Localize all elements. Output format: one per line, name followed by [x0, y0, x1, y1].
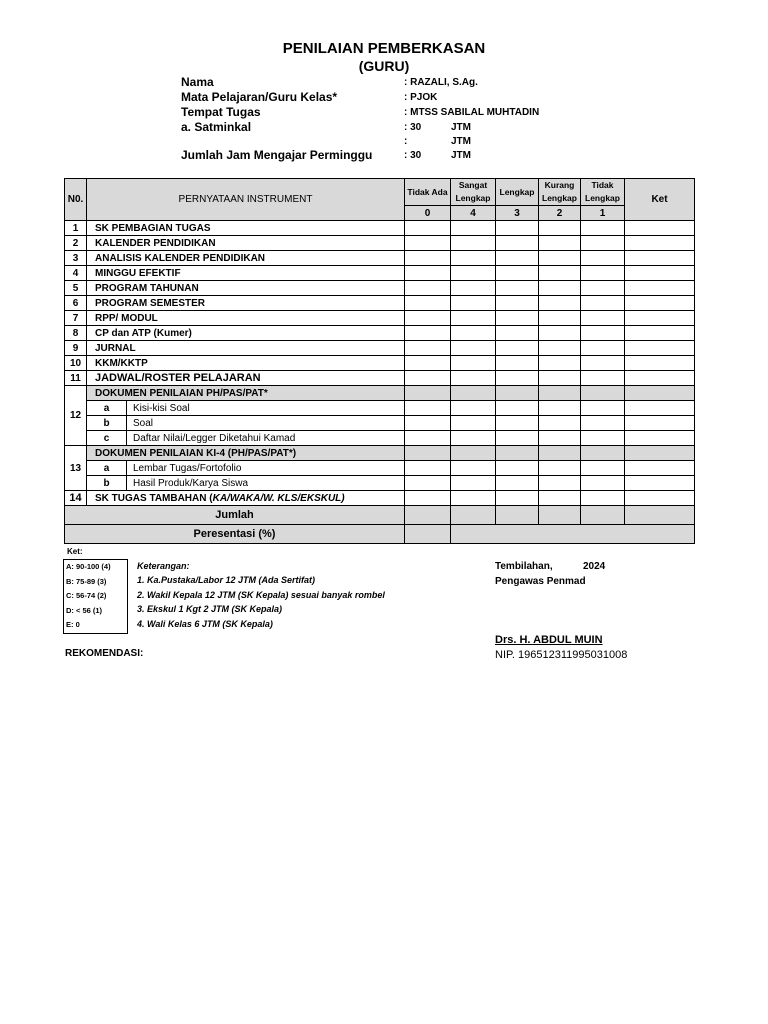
- signature-name: Drs. H. ABDUL MUIN: [495, 634, 603, 646]
- score-cell[interactable]: [539, 326, 581, 341]
- row-label: Daftar Nilai/Legger Diketahui Kamad: [127, 431, 405, 446]
- score-cell[interactable]: [405, 236, 451, 251]
- row-label: RPP/ MODUL: [87, 311, 405, 326]
- keterangan-item: 1. Ka.Pustaka/Labor 12 JTM (Ada Sertifat): [137, 575, 316, 585]
- score-cell[interactable]: [581, 416, 625, 431]
- table-row: [65, 356, 695, 371]
- ket-cell[interactable]: [625, 296, 695, 311]
- info-value-blank: :: [404, 136, 408, 147]
- score-sangat-lengkap: 4: [451, 206, 496, 221]
- table-row: [65, 431, 695, 446]
- score-cell[interactable]: [451, 476, 496, 491]
- score-cell[interactable]: [496, 296, 539, 311]
- score-cell[interactable]: [496, 431, 539, 446]
- row-number: 6: [65, 296, 87, 311]
- sub-letter: a: [87, 401, 127, 416]
- jumlah-cell[interactable]: [539, 506, 581, 525]
- rekomendasi-label: REKOMENDASI:: [65, 648, 144, 659]
- score-cell[interactable]: [539, 431, 581, 446]
- signature-role: Pengawas Penmad: [495, 576, 586, 587]
- score-cell[interactable]: [496, 341, 539, 356]
- table-row: [65, 476, 695, 491]
- score-cell[interactable]: [539, 311, 581, 326]
- row-label: KKM/KKTP: [87, 356, 405, 371]
- score-cell[interactable]: [581, 491, 625, 506]
- score-cell[interactable]: [405, 371, 451, 386]
- table-row: [65, 341, 695, 356]
- row-label-italic: KA/WAKA/W. KLS/EKSKUL): [212, 492, 345, 504]
- sub-letter: c: [87, 431, 127, 446]
- score-lengkap: 3: [496, 206, 539, 221]
- score-cell[interactable]: [405, 281, 451, 296]
- row-label: Hasil Produk/Karya Siswa: [127, 476, 405, 491]
- row-number: 5: [65, 281, 87, 296]
- grade-a: A: 90-100 (4): [66, 562, 111, 571]
- score-cell[interactable]: [405, 251, 451, 266]
- table-row: [65, 311, 695, 326]
- score-cell[interactable]: [539, 236, 581, 251]
- score-cell[interactable]: [451, 311, 496, 326]
- table-row: [65, 326, 695, 341]
- ket-cell[interactable]: [625, 341, 695, 356]
- info-unit-jam: JTM: [451, 150, 471, 161]
- score-cell[interactable]: [451, 221, 496, 236]
- score-cell[interactable]: [539, 356, 581, 371]
- score-cell[interactable]: [539, 476, 581, 491]
- signature-nip: NIP. 196512311995031008: [495, 649, 628, 661]
- info-value-nama: : RAZALI, S.Ag.: [404, 77, 478, 88]
- signature-year: 2024: [583, 561, 606, 572]
- score-cell[interactable]: [496, 266, 539, 281]
- score-cell[interactable]: [539, 221, 581, 236]
- score-cell[interactable]: [539, 416, 581, 431]
- score-cell[interactable]: [451, 371, 496, 386]
- score-cell[interactable]: [451, 326, 496, 341]
- score-cell[interactable]: [405, 266, 451, 281]
- jumlah-cell[interactable]: [496, 506, 539, 525]
- table-row-group-13: [65, 446, 695, 461]
- grade-b: B: 75-89 (3): [66, 577, 107, 586]
- row-label: CP dan ATP (Kumer): [87, 326, 405, 341]
- row-number: 2: [65, 236, 87, 251]
- keterangan-item: 3. Ekskul 1 Kgt 2 JTM (SK Kepala): [137, 604, 283, 614]
- table-row: [65, 266, 695, 281]
- score-kurang-lengkap: 2: [539, 206, 581, 221]
- row-number: 10: [65, 356, 87, 371]
- score-cell[interactable]: [405, 416, 451, 431]
- grade-legend: [63, 559, 128, 634]
- row-number: 9: [65, 341, 87, 356]
- col-header-kurang-lengkap: Kurang Lengkap: [539, 179, 581, 206]
- page-title: PENILAIAN PEMBERKASAN: [282, 40, 486, 57]
- row-number: 14: [65, 491, 87, 506]
- score-cell[interactable]: [581, 401, 625, 416]
- row-label: PROGRAM SEMESTER: [87, 296, 405, 311]
- score-cell[interactable]: [451, 296, 496, 311]
- score-cell[interactable]: [539, 266, 581, 281]
- group-title: DOKUMEN PENILAIAN PH/PAS/PAT*: [87, 386, 405, 401]
- table-row: [65, 491, 695, 506]
- score-cell[interactable]: [496, 371, 539, 386]
- persentasi-row: [65, 525, 695, 544]
- row-label: [87, 491, 405, 506]
- row-label: PROGRAM TAHUNAN: [87, 281, 405, 296]
- table-row: [65, 416, 695, 431]
- score-cell[interactable]: [451, 416, 496, 431]
- score-cell[interactable]: [581, 431, 625, 446]
- assessment-table: [64, 178, 695, 544]
- col-header-ket: Ket: [625, 179, 695, 221]
- score-cell[interactable]: [451, 251, 496, 266]
- col-header-no: N0.: [65, 179, 87, 221]
- row-label: Lembar Tugas/Fortofolio: [127, 461, 405, 476]
- score-cell[interactable]: [539, 371, 581, 386]
- persentasi-cell-wide[interactable]: [451, 525, 695, 544]
- score-cell[interactable]: [581, 371, 625, 386]
- info-unit-satminkal: JTM: [451, 122, 471, 133]
- ket-cell[interactable]: [625, 461, 695, 476]
- ket-cell[interactable]: [625, 266, 695, 281]
- grade-c: C: 56-74 (2): [66, 591, 107, 600]
- score-cell[interactable]: [405, 431, 451, 446]
- ket-cell[interactable]: [625, 431, 695, 446]
- row-label-main: SK TUGAS TAMBAHAN (: [95, 492, 213, 504]
- row-label: MINGGU EFEKTIF: [87, 266, 405, 281]
- score-cell[interactable]: [451, 491, 496, 506]
- keterangan-item: 4. Wali Kelas 6 JTM (SK Kepala): [137, 619, 273, 629]
- info-label-jam: Jumlah Jam Mengajar Perminggu: [181, 148, 373, 162]
- table-row: [65, 371, 695, 386]
- row-number: 12: [65, 386, 87, 446]
- row-label: SK PEMBAGIAN TUGAS: [87, 221, 405, 236]
- jumlah-cell[interactable]: [581, 506, 625, 525]
- ket-cell[interactable]: [625, 311, 695, 326]
- info-value-satminkal: : 30: [404, 122, 422, 133]
- col-header-lengkap: Lengkap: [496, 179, 539, 206]
- table-row: [65, 281, 695, 296]
- col-header-instrument: PERNYATAAN INSTRUMENT: [87, 179, 405, 221]
- table-row: [65, 236, 695, 251]
- row-label: JURNAL: [87, 341, 405, 356]
- score-cell[interactable]: [451, 281, 496, 296]
- score-cell[interactable]: [451, 431, 496, 446]
- score-cell[interactable]: [581, 296, 625, 311]
- score-cell[interactable]: [496, 356, 539, 371]
- ket-cell[interactable]: [625, 491, 695, 506]
- row-label: KALENDER PENDIDIKAN: [87, 236, 405, 251]
- score-cell[interactable]: [405, 311, 451, 326]
- row-label: Soal: [127, 416, 405, 431]
- jumlah-label: Jumlah: [65, 506, 405, 525]
- score-cell[interactable]: [405, 461, 451, 476]
- row-number: 7: [65, 311, 87, 326]
- row-label: ANALISIS KALENDER PENDIDIKAN: [87, 251, 405, 266]
- score-cell[interactable]: [581, 341, 625, 356]
- sub-letter: b: [87, 476, 127, 491]
- score-cell[interactable]: [496, 236, 539, 251]
- score-cell[interactable]: [451, 401, 496, 416]
- table-row: [65, 221, 695, 236]
- table-row: [65, 251, 695, 266]
- ket-cell[interactable]: [625, 326, 695, 341]
- score-cell[interactable]: [581, 311, 625, 326]
- col-header-sangat-lengkap: Sangat Lengkap: [451, 179, 496, 206]
- score-cell[interactable]: [539, 281, 581, 296]
- score-cell[interactable]: [496, 461, 539, 476]
- score-cell[interactable]: [496, 326, 539, 341]
- grade-d: D: < 56 (1): [66, 606, 103, 615]
- score-cell[interactable]: [496, 401, 539, 416]
- score-cell[interactable]: [496, 311, 539, 326]
- info-value-mapel: : PJOK: [404, 92, 438, 103]
- jumlah-row: [65, 506, 695, 525]
- table-row: [65, 296, 695, 311]
- score-cell[interactable]: [405, 221, 451, 236]
- score-cell[interactable]: [405, 491, 451, 506]
- keterangan-item: 2. Wakil Kepala 12 JTM (SK Kepala) sesuai banyak rombel: [137, 590, 385, 600]
- row-label: JADWAL/ROSTER PELAJARAN: [87, 371, 405, 386]
- score-cell[interactable]: [539, 341, 581, 356]
- score-cell[interactable]: [581, 221, 625, 236]
- score-cell[interactable]: [451, 266, 496, 281]
- signature-place: Tembilahan,: [495, 561, 553, 572]
- sub-letter: b: [87, 416, 127, 431]
- row-number: 8: [65, 326, 87, 341]
- table-row: [65, 401, 695, 416]
- info-value-jam: : 30: [404, 150, 422, 161]
- ket-cell[interactable]: [625, 251, 695, 266]
- score-cell[interactable]: [451, 341, 496, 356]
- score-cell[interactable]: [405, 326, 451, 341]
- score-cell[interactable]: [539, 296, 581, 311]
- score-cell[interactable]: [539, 251, 581, 266]
- score-cell[interactable]: [405, 341, 451, 356]
- score-cell[interactable]: [405, 296, 451, 311]
- row-number: 11: [65, 371, 87, 386]
- info-label-tempat: Tempat Tugas: [181, 105, 261, 119]
- row-number: 3: [65, 251, 87, 266]
- row-number: 4: [65, 266, 87, 281]
- score-cell[interactable]: [451, 236, 496, 251]
- row-number: 13: [65, 446, 87, 491]
- ket-cell[interactable]: [625, 371, 695, 386]
- score-cell[interactable]: [581, 326, 625, 341]
- score-cell[interactable]: [496, 221, 539, 236]
- info-value-tempat: : MTSS SABILAL MUHTADIN: [404, 107, 540, 118]
- info-label-nama: Nama: [181, 75, 214, 89]
- score-cell[interactable]: [496, 281, 539, 296]
- info-unit-blank: JTM: [451, 136, 471, 147]
- score-cell[interactable]: [581, 281, 625, 296]
- score-cell[interactable]: [581, 476, 625, 491]
- persentasi-label: Peresentasi (%): [65, 525, 405, 544]
- score-tidak-lengkap: 1: [581, 206, 625, 221]
- keterangan-title: Keterangan:: [137, 561, 190, 571]
- row-number: 1: [65, 221, 87, 236]
- table-row: [65, 461, 695, 476]
- col-header-tidak-lengkap: Tidak Lengkap: [581, 179, 625, 206]
- col-header-tidak-ada: Tidak Ada: [405, 179, 451, 206]
- ket-cell[interactable]: [625, 476, 695, 491]
- score-cell[interactable]: [581, 266, 625, 281]
- ket-title: Ket:: [67, 547, 83, 556]
- grade-e: E: 0: [66, 620, 80, 629]
- sub-letter: a: [87, 461, 127, 476]
- score-cell[interactable]: [539, 401, 581, 416]
- ket-cell[interactable]: [625, 236, 695, 251]
- score-cell[interactable]: [405, 476, 451, 491]
- score-cell[interactable]: [581, 236, 625, 251]
- score-cell[interactable]: [581, 356, 625, 371]
- score-cell[interactable]: [539, 491, 581, 506]
- jumlah-cell[interactable]: [625, 506, 695, 525]
- score-cell[interactable]: [496, 416, 539, 431]
- info-label-satminkal: a. Satminkal: [181, 120, 252, 134]
- score-cell[interactable]: [496, 476, 539, 491]
- score-cell[interactable]: [496, 251, 539, 266]
- score-cell[interactable]: [496, 491, 539, 506]
- score-cell[interactable]: [539, 461, 581, 476]
- ket-cell[interactable]: [625, 281, 695, 296]
- table-row-group-12: [65, 386, 695, 401]
- score-cell[interactable]: [451, 461, 496, 476]
- info-label-mapel: Mata Pelajaran/Guru Kelas*: [181, 90, 338, 104]
- ket-cell[interactable]: [625, 416, 695, 431]
- group-title: DOKUMEN PENILAIAN KI-4 (PH/PAS/PAT*): [87, 446, 405, 461]
- jumlah-cell[interactable]: [451, 506, 496, 525]
- ket-cell[interactable]: [625, 221, 695, 236]
- row-label: Kisi-kisi Soal: [127, 401, 405, 416]
- ket-cell[interactable]: [625, 356, 695, 371]
- ket-cell[interactable]: [625, 401, 695, 416]
- score-cell[interactable]: [581, 461, 625, 476]
- score-cell[interactable]: [405, 401, 451, 416]
- score-tidak-ada: 0: [405, 206, 451, 221]
- persentasi-cell[interactable]: [405, 525, 451, 544]
- score-cell[interactable]: [581, 251, 625, 266]
- score-cell[interactable]: [405, 356, 451, 371]
- jumlah-cell[interactable]: [405, 506, 451, 525]
- page-subtitle: (GURU): [358, 58, 410, 74]
- score-cell[interactable]: [451, 356, 496, 371]
